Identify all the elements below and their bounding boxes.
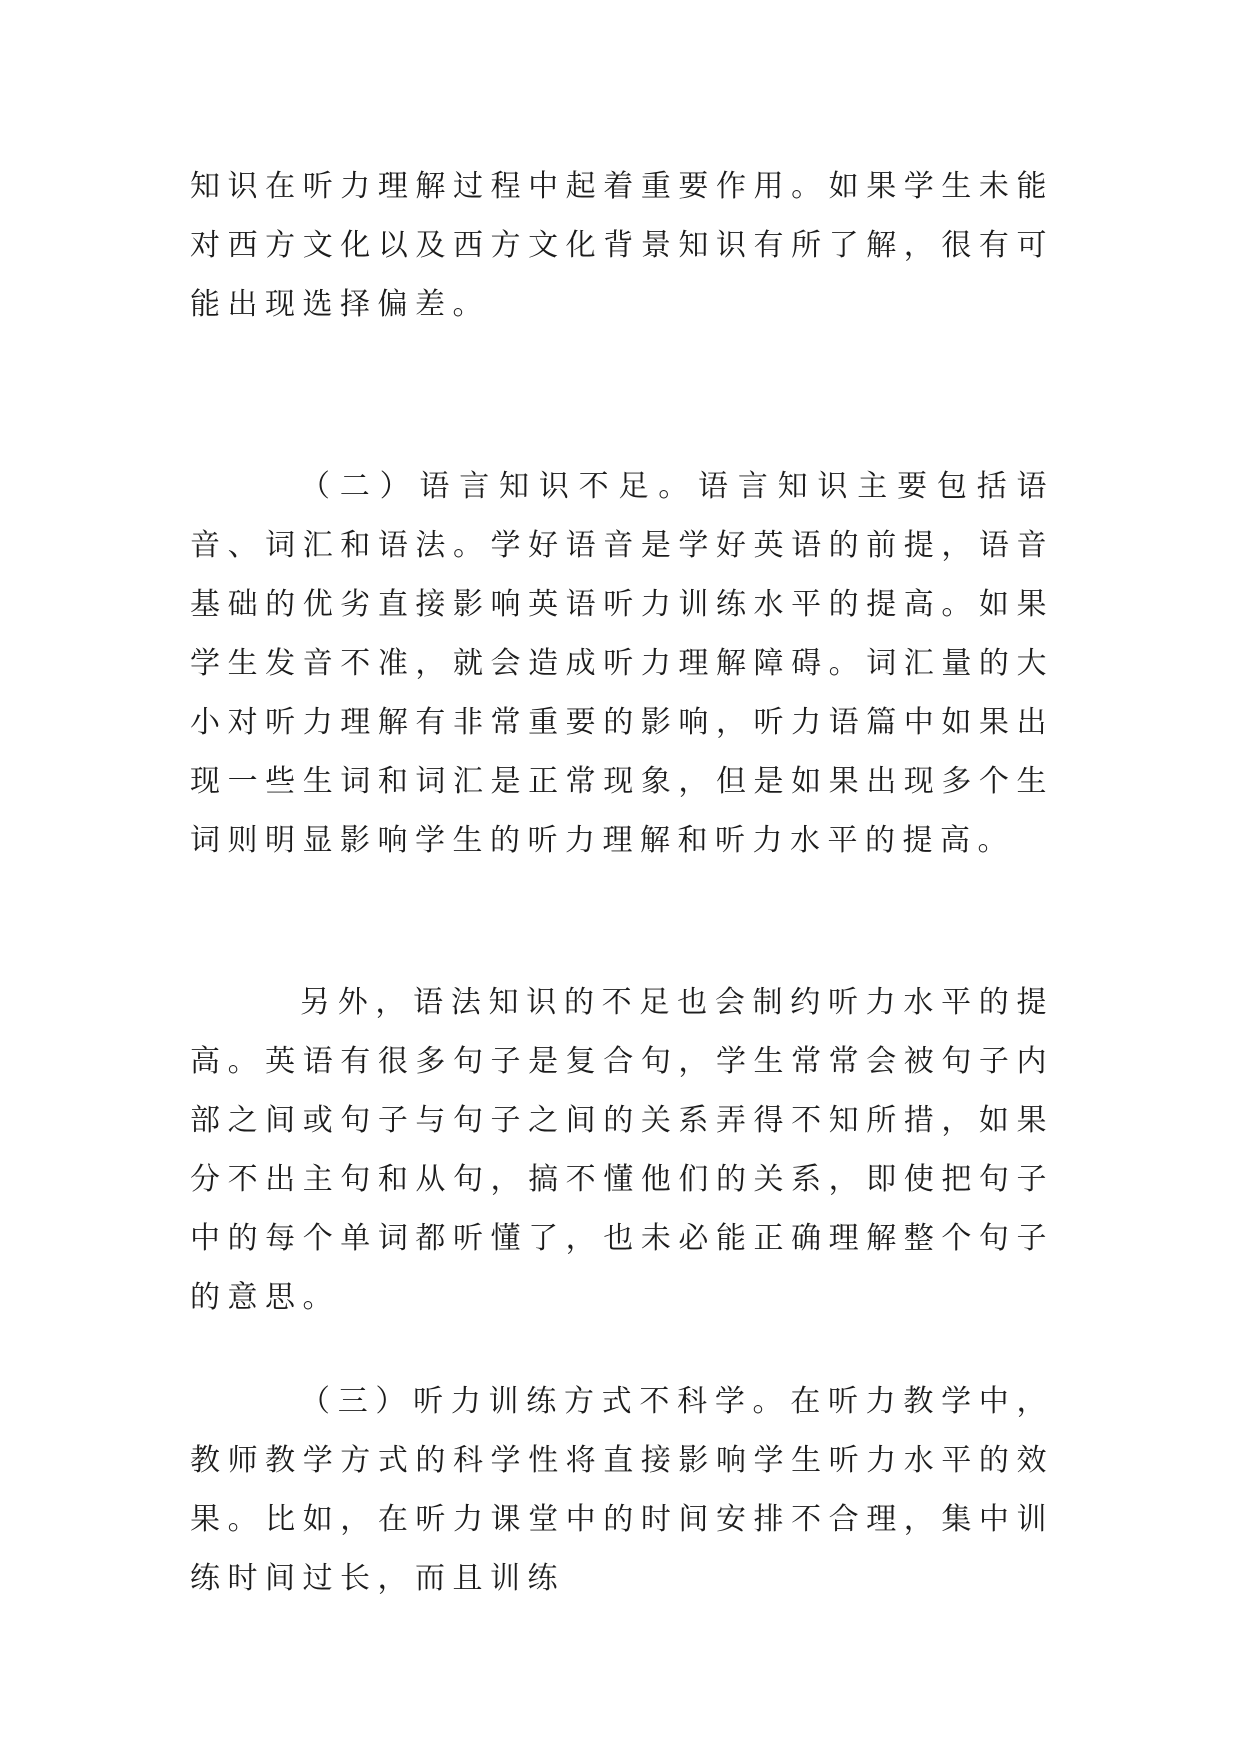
paragraph-language-knowledge: （二）语言知识不足。语言知识主要包括语音、词汇和语法。学好语音是学好英语的前提，语音基础的优劣直接影响英语听力训练水平的提高。如果学生发音不准，就会造成听力理解障碍。词汇量的大小对听力理解有非常重要的影响，听力语篇中如果出现一些生词和词汇是正常现象，但是如果出现多个生词则明显影响学生的听力理解和听力水平的提高。 [190, 469, 1054, 858]
paragraph-training-methods: （三）听力训练方式不科学。在听力教学中，教师教学方式的科学性将直接影响学生听力水平的效果。比如，在听力课堂中的时间安排不合理，集中训练时间过长，而且训练 [190, 1384, 1054, 1596]
paragraph-continuation: 知识在听力理解过程中起着重要作用。如果学生未能对西方文化以及西方文化背景知识有所了解，很有可能出现选择偏差。 [190, 169, 1054, 322]
paragraph-grammar-knowledge: 另外，语法知识的不足也会制约听力水平的提高。英语有很多句子是复合句，学生常常会被句子内部之间或句子与句子之间的关系弄得不知所措，如果分不出主句和从句，搞不懂他们的关系，即使把句子中的每个单词都听懂了，也未必能正确理解整个句子的意思。 [190, 985, 1054, 1315]
